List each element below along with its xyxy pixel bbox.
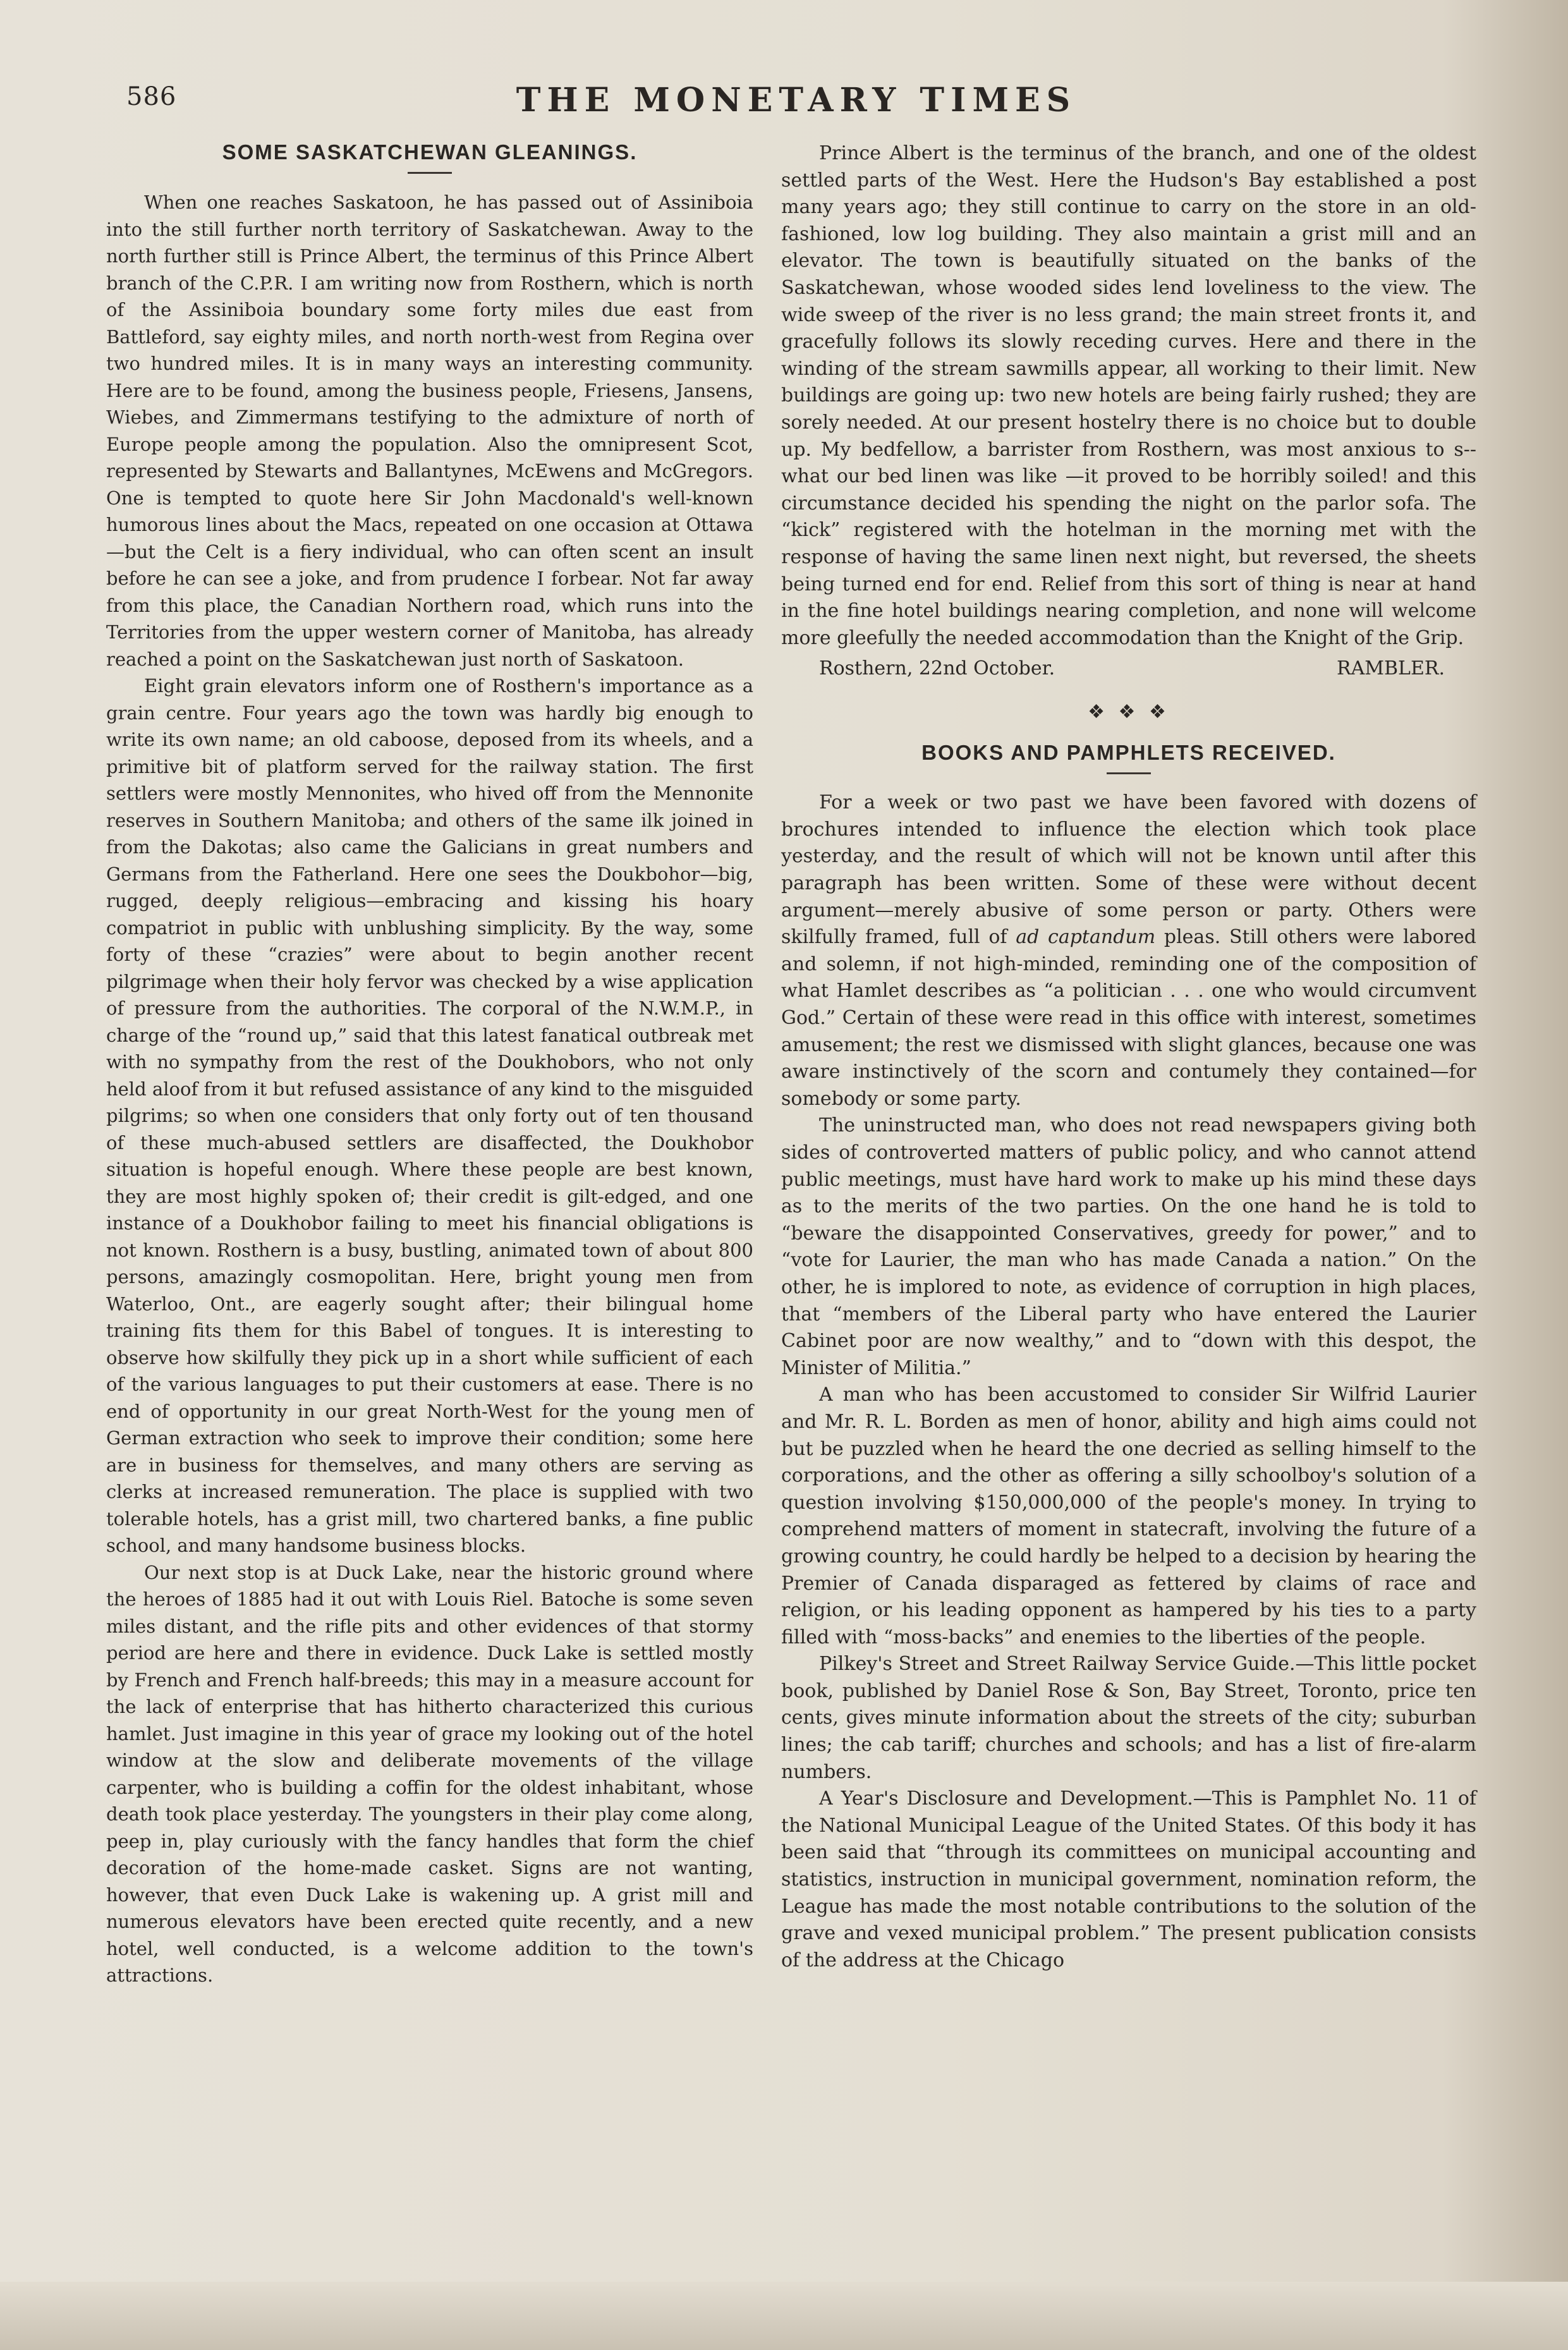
article-paragraph: For a week or two past we have been favored with dozens of brochures intended to influence the election which took place yesterday, and the result of which will not be known until after this paragraph has been written. Some of these were without decent argument—merely abusive of some person or party. Others were skilfully framed, full of ad captandum pleas. Still others were labored and solemn, if not high-minded, reminding one of the composition of what Hamlet describes as “a politician . . . one who would circumvent God.” Certain of these were read in this office with interest, sometimes amusement; the rest we dismissed with slight glances, because one was aware instinctively of the scorn and contumely they contained—for somebody or some party.	[781, 791, 1476, 1110]
headline-rule	[1107, 772, 1151, 774]
page-number: 586	[126, 82, 177, 111]
article-headline-saskatchewan: SOME SASKATCHEWAN GLEANINGS.	[222, 140, 638, 164]
article-paragraph: A man who has been accustomed to consider Sir Wilfrid Laurier and Mr. R. L. Borden as men of honor, ability and high aims could not but be puzzled when he heard the one decried as selling himself to the corporations, and the other as offering a silly schoolboy's solution of a question involving $150,000,000 of the people's money. In trying to comprehend matters of moment in statecraft, involving the future of a growing country, he could hardly be helped to a decision by hearing the Premier of Canada disparaged as fettered by claims of race and religion, or his leading opponent as hampered by his ties to a party filled with “moss-backs” and enemies to the liberties of the people.	[781, 1384, 1476, 1648]
headline-rule	[408, 172, 452, 174]
section-ornament: ❖ ❖ ❖	[1088, 701, 1170, 724]
article-paragraph: Prince Albert is the terminus of the branch, and one of the oldest settled parts of the West. Here the Hudson's Bay established a post many years ago; they still continue to carry on the store in an old-fashioned, low log building. They also maintain a grist mill and an elevator. The town is beautifully situated on the banks of the Saskatchewan, whose wooded sides lend loveliness to the view. The wide sweep of the river is no less grand; the main street fronts it, and gracefully follows its slowly receding curves. Here and there in the winding of the stream sawmills appear, all working to their limit. New buildings are going up: two new hotels are being fairly rushed; they are sorely needed. At our present hostelry there is no choice but to double up. My bedfellow, a barrister from Rosthern, was most anxious to s-- what our bed linen was like —it proved to be horribly soiled! and this circumstance decided his spending the night on the parlor sofa. The “kick” registered with the hotelman in the morning met with the response of having the same linen next night, but reversed, the sheets being turned end for end. Relief from this sort of thing is near at hand in the fine hotel buildings nearing completion, and none will welcome more gleefully the needed accommodation than the Knight of the Grip.	[781, 142, 1476, 649]
page-edge	[0, 2282, 1568, 2350]
article-paragraph: When one reaches Saskatoon, he has passed out of Assiniboia into the still further north territory of Saskatchewan. Away to the north further still is Prince Albert, the terminus of this Prince Albert branch of the C.P.R. I am writing now from Rosthern, which is north of the Assiniboia boundary some forty miles due east from Battleford, say eighty miles, and north north-west from Regina over two hundred miles. It is in many ways an interesting community. Here are to be found, among the business people, Friesens, Jansens, Wiebes, and Zimmermans testifying to the admixture of north of Europe people among the population. Also the omnipresent Scot, represented by Stewarts and Ballantynes, McEwens and McGregors. One is tempted to quote here Sir John Macdonald's well-known humorous lines about the Macs, repeated on one occasion at Ottawa—but the Celt is a fiery individual, who can often scent an insult before he can see a joke, and from prudence I forbear. Not far away from this place, the Canadian Northern road, which runs into the Territories from the upper western corner of Manitoba, has already reached a point on the Saskatchewan just north of Saskatoon.	[106, 192, 753, 670]
article-paragraph: Eight grain elevators inform one of Rosthern's importance as a grain centre. Four years ago the town was hardly big enough to write its own name; an old caboose, deposed from its wheels, and a primitive bit of platform served for the railway station. The first settlers were mostly Mennonites, who hived off from the Mennonite reserves in Southern Manitoba; and others of the same ilk joined in from the Dakotas; also came the Galicians in great numbers and Germans from the Fatherland. Here one sees the Doukbohor—big, rugged, deeply religious—embracing and kissing his hoary compatriot in public with unblushing simplicity. By the way, some forty of these “crazies” were about to begin another recent pilgrimage when their holy fervor was checked by a wise application of pressure from the authorities. The corporal of the N.W.M.P., in charge of the “round up,” said that this latest fanatical outbreak met with no sympathy from the rest of the Doukhobors, who not only held aloof from it but refused assistance of any kind to the misguided pilgrims; so when one considers that only forty out of ten thousand of these much-abused settlers are disaffected, the Doukhobor situation is hopeful enough. Where these people are best known, they are most highly spoken of; their credit is gilt-edged, and one instance of a Doukhobor failing to meet his financial obligations is not known. Rosthern is a busy, bustling, animated town of about 800 persons, amazingly cosmopolitan. Here, bright young men from Waterloo, Ont., are eagerly sought after; their bilingual home training fits them for this Babel of tongues. It is interesting to observe how skilfully they pick up in a short while sufficient of each of the various languages to put their customers at ease. There is no end of opportunity in our great North-West for the young men of German extraction who seek to improve their condition; some here are in business for themselves, and many others are serving as clerks at increased remuneration. The place is supplied with two tolerable hotels, has a grist mill, two chartered banks, a fine public school, and many handsome business blocks.	[106, 675, 753, 1556]
masthead-title: THE MONETARY TIMES	[516, 81, 1077, 119]
dateline: Rosthern, 22nd October.	[819, 657, 1055, 680]
article-headline-books: BOOKS AND PAMPHLETS RECEIVED.	[921, 741, 1336, 765]
latin-phrase: ad captandum	[1016, 926, 1156, 949]
left-column	[106, 140, 753, 1989]
article-signoff	[781, 655, 1476, 682]
author-byline: RAMBLER.	[1337, 657, 1445, 680]
article-paragraph: Pilkey's Street and Street Railway Service Guide.—This little pocket book, published by Daniel Rose & Son, Bay Street, Toronto, price ten cents, gives minute information about the streets of the city; suburban lines; the cab tariff; churches and schools; and has a list of fire-alarm numbers.	[781, 1653, 1476, 1783]
article-paragraph: A Year's Disclosure and Development.—This is Pamphlet No. 11 of the National Municipal League of the United States. Of this body it has been said that “through its committees on municipal accounting and statistics, instruction in municipal government, nomination reform, the League has made the most notable contributions to the solution of the grave and vexed municipal problem.” The present publication consists of the address at the Chicago	[781, 1787, 1476, 1971]
article-paragraph: Our next stop is at Duck Lake, near the historic ground where the heroes of 1885 had it out with Louis Riel. Batoche is some seven miles distant, and the rifle pits and other evidences of that stormy period are here and there in evidence. Duck Lake is settled mostly by French and French half-breeds; this may in a measure account for the lack of enterprise that has hitherto characterized this curious hamlet. Just imagine in this year of grace my looking out of the hotel window at the slow and deliberate movements of the village carpenter, who is building a coffin for the oldest inhabitant, whose death took place yesterday. The youngsters in their play come along, peep in, play curiously with the fancy handles that form the chief decoration of the home-made casket. Signs are not wanting, however, that even Duck Lake is wakening up. A grist mill and numerous elevators have been erected quite recently, and a new hotel, well conducted, is a welcome addition to the town's attractions.	[106, 1561, 753, 1986]
article-paragraph: The uninstructed man, who does not read newspapers giving both sides of controverted matters of public policy, and who cannot attend public meetings, must have hard work to make up his mind these days as to the merits of the two parties. On the one hand he is told to “beware the disappointed Conservatives, greedy for power,” and to “vote for Laurier, the man who has made Canada a nation.” On the other, he is implored to note, as evidence of corruption in high places, that “members of the Liberal party who have entered the Laurier Cabinet poor are now wealthy,” and to “down with this despot, the Minister of Militia.”	[781, 1114, 1476, 1379]
right-column	[781, 140, 1476, 1974]
